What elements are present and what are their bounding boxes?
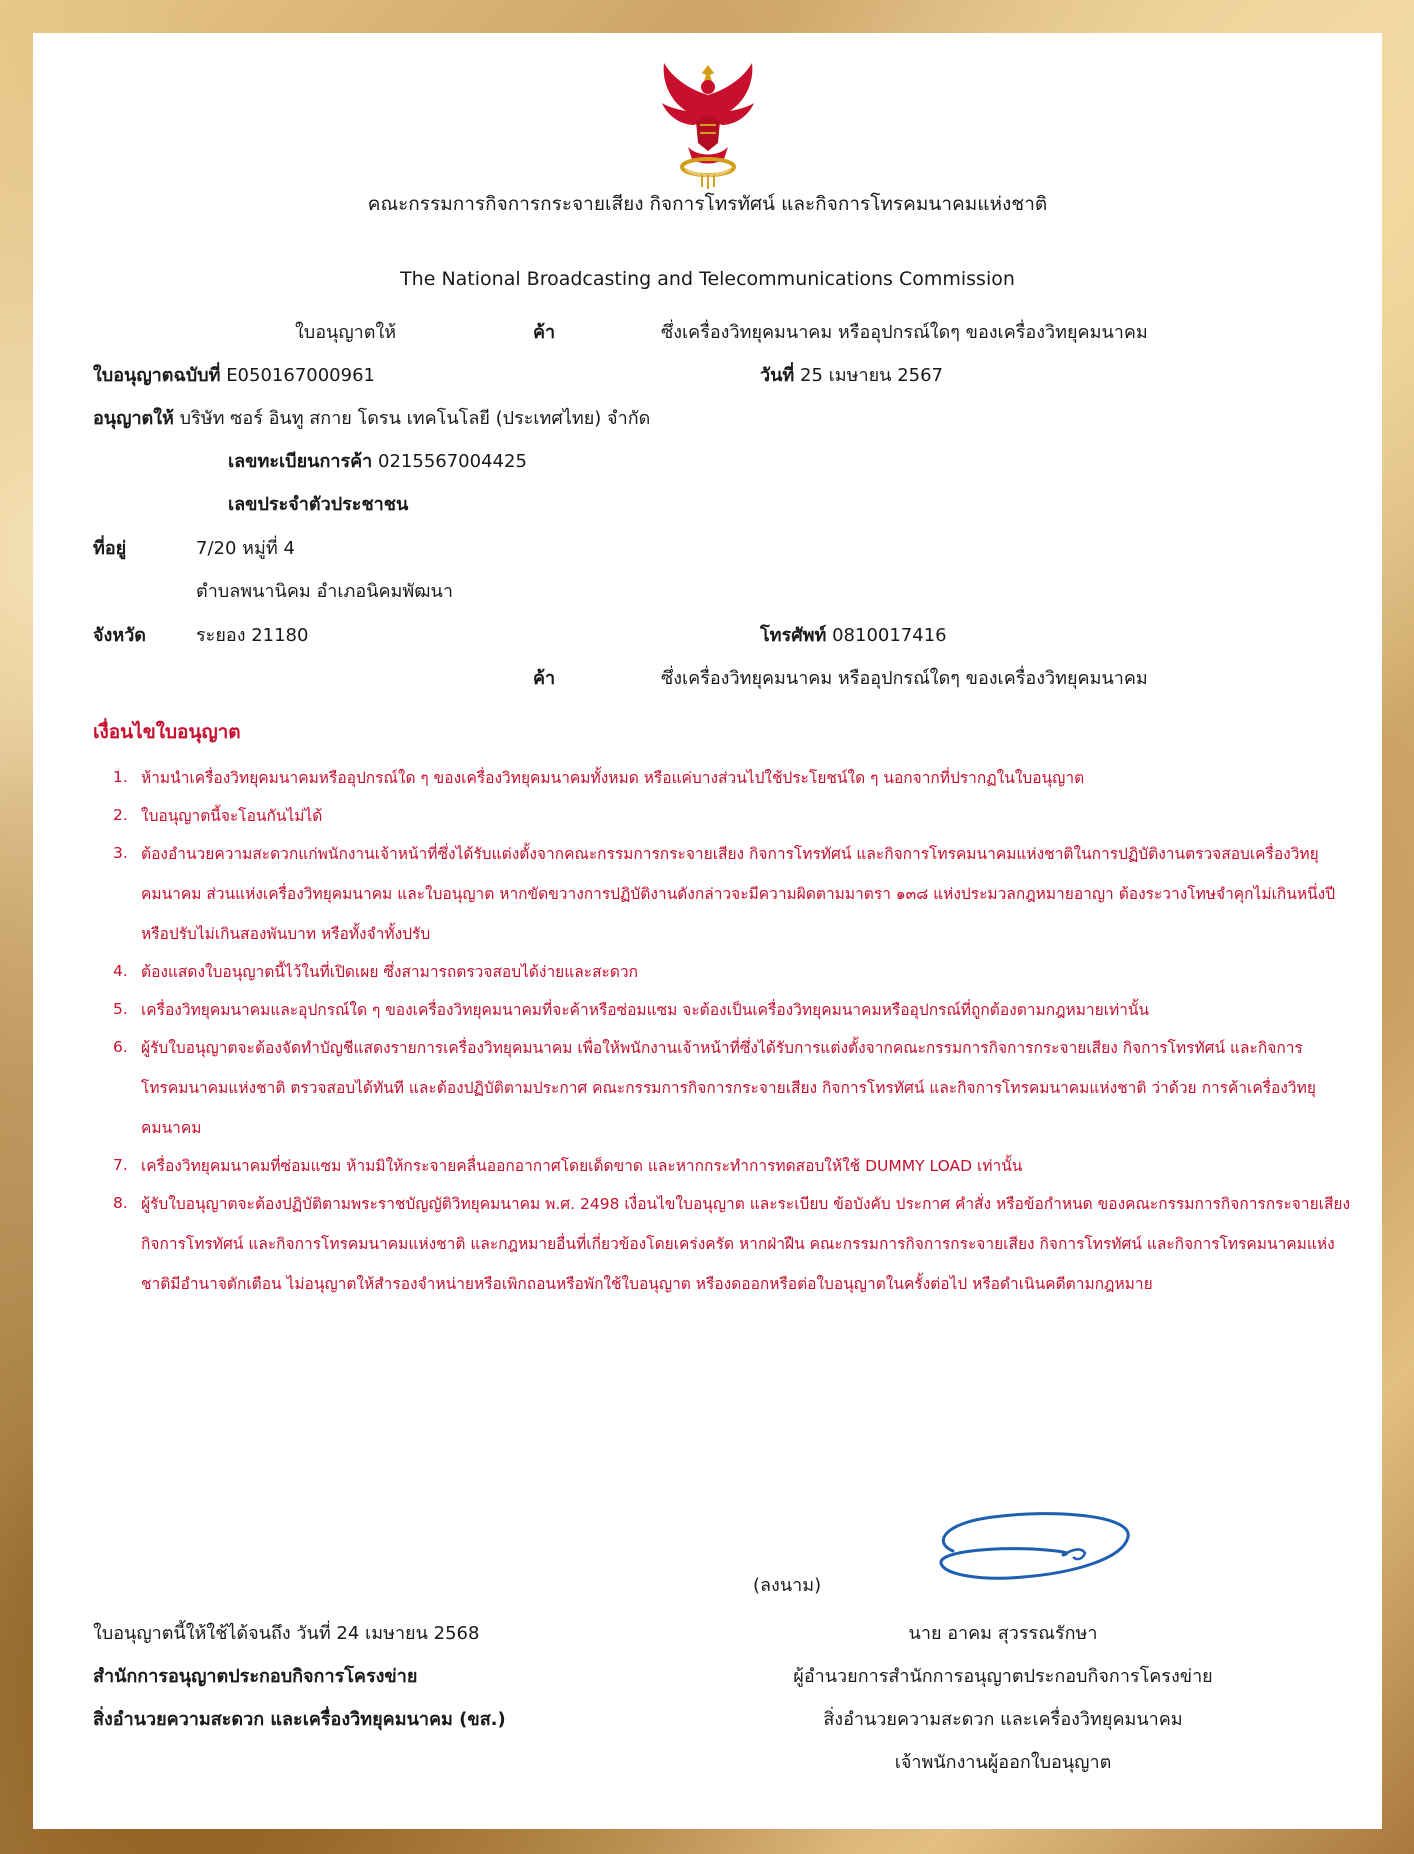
trade-reg-label: เลขทะเบียนการค้า bbox=[228, 451, 373, 472]
condition-number: 8. bbox=[113, 1194, 128, 1212]
license-date: 25 เมษายน 2567 bbox=[800, 365, 944, 386]
trade-reg-number: 0215567004425 bbox=[378, 451, 527, 472]
address-line1: 7/20 หมู่ที่ 4 bbox=[196, 538, 295, 559]
license-date-row bbox=[760, 360, 943, 389]
trade-reg-row bbox=[228, 446, 527, 475]
trade-description-2: ซึ่งเครื่องวิทยุคมนาคม หรืออุปกรณ์ใดๆ ของเครื่องวิทยุคมนาคม bbox=[661, 668, 1148, 689]
conditions-title: เงื่อนไขใบอนุญาต bbox=[93, 721, 241, 743]
trade-word: ค้า bbox=[533, 322, 556, 343]
license-document bbox=[33, 33, 1382, 1829]
signer-name: นาย อาคม สุวรรณรักษา bbox=[908, 1623, 1098, 1644]
signer-title1: ผู้อำนวยการสำนักการอนุญาตประกอบกิจการโครงข่าย bbox=[793, 1666, 1213, 1687]
grantee-row bbox=[93, 403, 650, 432]
office-line2: สิ่งอำนวยความสะดวก และเครื่องวิทยุคมนาคม (ขส.) bbox=[93, 1709, 506, 1730]
citizen-id-label: เลขประจำตัวประชาชน bbox=[228, 494, 409, 515]
condition-text: ต้องอำนวยความสะดวกแก่พนักงานเจ้าหน้าที่ซึ่งได้รับแต่งตั้งจากคณะกรรมการกระจายเสียง กิจการโทรทัศน์ และกิจการโทรคมนาคมแห่งชาติในการปฏิบัติงานตรวจสอบเครื่องวิทยุคมนาคม ส่วนแห่งเครื่องวิทยุคมนาคม และใบอนุญาต หากขัดขวางการปฏิบัติงานดังกล่าวจะมีความผิดตามมาตรา ๑๓๘ แห่งประมวลกฎหมายอาญา ต้องระวางโทษจำคุกไม่เกินหนึ่งปี หรือปรับไม่เกินสองพันบาท หรือทั้งจำทั้งปรับ bbox=[141, 845, 1336, 943]
valid-until: ใบอนุญาตนี้ให้ใช้ได้จนถึง วันที่ 24 เมษายน 2568 bbox=[93, 1623, 480, 1644]
garuda-emblem-icon bbox=[658, 59, 758, 191]
condition-number: 6. bbox=[113, 1038, 128, 1056]
condition-number: 4. bbox=[113, 962, 128, 980]
condition-number: 3. bbox=[113, 844, 128, 862]
signer-title2: สิ่งอำนวยความสะดวก และเครื่องวิทยุคมนาคม bbox=[823, 1709, 1183, 1730]
condition-number: 5. bbox=[113, 1000, 128, 1018]
condition-number: 2. bbox=[113, 806, 128, 824]
address-line2: ตำบลพนานิคม อำเภอนิคมพัฒนา bbox=[196, 581, 453, 602]
condition-text: ใบอนุญาตนี้จะโอนกันไม่ได้ bbox=[141, 807, 323, 825]
signed-label: (ลงนาม) bbox=[753, 1575, 822, 1596]
license-to-label: ใบอนุญาตให้ bbox=[295, 322, 397, 343]
province: ระยอง 21180 bbox=[196, 625, 309, 646]
grantee-name: บริษัท ซอร์ อินทู สกาย โดรน เทคโนโลยี (ประเทศไทย) จำกัด bbox=[179, 408, 651, 429]
signer-title3: เจ้าพนักงานผู้ออกใบอนุญาต bbox=[894, 1752, 1112, 1773]
province-label: จังหวัด bbox=[93, 625, 146, 646]
phone-label: โทรศัพท์ bbox=[760, 625, 827, 646]
phone-row bbox=[760, 620, 947, 649]
condition-text: เครื่องวิทยุคมนาคมและอุปกรณ์ใด ๆ ของเครื่องวิทยุคมนาคมที่จะค้าหรือซ่อมแซม จะต้องเป็นเครื่องวิทยุคมนาคมหรืออุปกรณ์ที่ถูกต้องตามกฎหมายเท่านั้น bbox=[141, 1001, 1150, 1019]
address-label: ที่อยู่ bbox=[93, 538, 127, 559]
condition-text: ต้องแสดงใบอนุญาตนี้ไว้ในที่เปิดเผย ซึ่งสามารถตรวจสอบได้ง่ายและสะดวก bbox=[141, 963, 639, 981]
office-line1: สำนักการอนุญาตประกอบกิจการโครงข่าย bbox=[93, 1666, 418, 1687]
condition-number: 7. bbox=[113, 1156, 128, 1174]
condition-text: ผู้รับใบอนุญาตจะต้องปฏิบัติตามพระราชบัญญัติวิทยุคมนาคม พ.ศ. 2498 เงื่อนไขใบอนุญาต และระเบียบ ข้อบังคับ ประกาศ คำสั่ง หรือข้อกำหนด ของคณะกรรมการกิจการกระจายเสียง กิจการโทรทัศน์ และกิจการโทรคมนาคมแห่งชาติ และกฎหมายอื่นที่เกี่ยวข้องโดยเคร่งครัด หากฝ่าฝืน คณะกรรมการกิจการกระจายเสียง กิจการโทรทัศน์ และกิจการโทรคมนาคมแห่งชาติมีอำนาจตักเตือน ไม่อนุญาตให้สำรองจำหน่ายหรือเพิกถอนหรือพักใช้ใบอนุญาต หรืองดออกหรือต่อใบอนุญาตในครั้งต่อไป หรือดำเนินคดีตามกฎหมาย bbox=[141, 1195, 1351, 1293]
signature-icon bbox=[923, 1503, 1143, 1593]
trade-description: ซึ่งเครื่องวิทยุคมนาคม หรืออุปกรณ์ใดๆ ของเครื่องวิทยุคมนาคม bbox=[661, 322, 1148, 343]
license-number-label: ใบอนุญาตฉบับที่ bbox=[93, 365, 221, 386]
org-name-english: The National Broadcasting and Telecommunications Commission bbox=[400, 268, 1015, 290]
license-date-label: วันที่ bbox=[760, 365, 795, 386]
condition-text: ห้ามนำเครื่องวิทยุคมนาคมหรืออุปกรณ์ใด ๆ ของเครื่องวิทยุคมนาคมทั้งหมด หรือแค่บางส่วนไปใช้ประโยชน์ใด ๆ นอกจากที่ปรากฏในใบอนุญาต bbox=[141, 769, 1085, 787]
org-name-thai: คณะกรรมการกิจการกระจายเสียง กิจการโทรทัศน์ และกิจการโทรคมนาคมแห่งชาติ bbox=[367, 193, 1048, 215]
license-number: E050167000961 bbox=[226, 365, 375, 386]
phone-number: 0810017416 bbox=[832, 625, 947, 646]
grantee-label: อนุญาตให้ bbox=[93, 408, 174, 429]
trade-word-2: ค้า bbox=[533, 668, 556, 689]
condition-text: เครื่องวิทยุคมนาคมที่ซ่อมแซม ห้ามมิให้กระจายคลื่นออกอากาศโดยเด็ดขาด และหากกระทำการทดสอบให้ใช้ DUMMY LOAD เท่านั้น bbox=[141, 1157, 1023, 1175]
condition-number: 1. bbox=[113, 768, 128, 786]
condition-text: ผู้รับใบอนุญาตจะต้องจัดทำบัญชีแสดงรายการเครื่องวิทยุคมนาคม เพื่อให้พนักงานเจ้าหน้าที่ซึ่งได้รับการแต่งตั้งจากคณะกรรมการกิจการกระจายเสียง กิจการโทรทัศน์ และกิจการโทรคมนาคมแห่งชาติ ตรวจสอบได้ทันที และต้องปฏิบัติตามประกาศ คณะกรรมการกิจการกระจายเสียง กิจการโทรทัศน์ และกิจการโทรคมนาคมแห่งชาติ ว่าด้วย การค้าเครื่องวิทยุคมนาคม bbox=[141, 1039, 1316, 1137]
license-number-row bbox=[93, 360, 375, 389]
